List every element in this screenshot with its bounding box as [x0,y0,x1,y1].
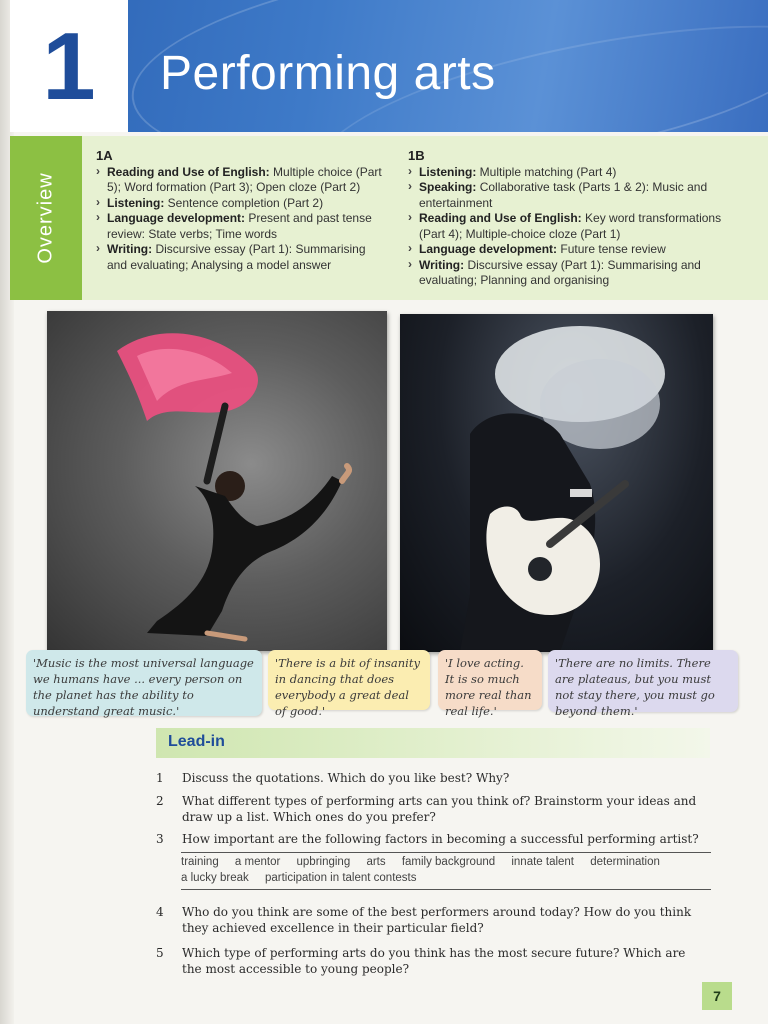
dancer-photo [47,311,387,651]
factor-item: a lucky break [181,872,249,884]
leadin-heading-bar [156,728,710,758]
unit-title: Performing arts [160,47,496,100]
overview-item-key: Listening: [419,164,477,179]
overview-item-text: Sentence completion (Part 2) [164,195,324,210]
overview-item-key: Reading and Use of English: [419,211,582,225]
overview-item [96,211,386,242]
question-number: 4 [156,905,164,919]
quote-card: 'There is a bit of insanity in dancing that does everybody a great deal of good.' [268,650,430,710]
leadin-title: Lead-in [168,733,225,750]
overview-item [408,165,728,181]
overview-item-key: Listening: [107,195,165,210]
overview-item-text: Multiple choice (Part 5); Word formation (Part 3); Open cloze (Part 2) [107,164,382,194]
overview-item [408,242,728,258]
overview-item-text: Collaborative task (Parts 1 & 2): Music and entertainment [419,180,708,210]
factor-item: participation in talent contests [264,872,417,884]
overview-item-key: Speaking: [419,180,477,194]
overview-panel [10,136,768,300]
question-number: 1 [156,771,164,785]
overview-column-1b [408,148,728,289]
factor-item: innate talent [511,856,575,868]
dancer-illustration [47,311,387,651]
factor-item: arts [366,856,386,868]
overview-item-key: Language development: [107,211,246,225]
overview-item-key: Language development: [419,242,558,256]
overview-item [96,165,386,196]
overview-column-1a [96,148,386,273]
overview-item [408,211,728,242]
factors-list [181,852,711,890]
unit-number: 1 [42,13,96,120]
factor-item: training [181,856,219,868]
question-text: How important are the following factors in becoming a successful performing artist? [182,832,699,846]
overview-item-text: Present and past tense review: State verbs; Time words [107,211,372,241]
overview-heading: 1A [96,148,113,163]
overview-item-text: Discursive essay (Part 1): Summarising and evaluating; Planning and organising [419,257,701,287]
overview-tab-label: Overview [34,172,57,264]
overview-item-key: Reading and Use of English: [107,164,270,179]
question-number: 5 [156,946,164,960]
unit-number-box [10,0,128,132]
factor-item: family background [401,856,496,868]
quote-card: 'Music is the most universal language we humans have ... every person on the planet has the ability to understand great music.' [26,650,262,716]
factor-item: determination [590,856,660,868]
overview-item [408,258,728,289]
overview-item-key: Writing: [419,257,465,272]
question-number: 2 [156,794,164,808]
overview-item-text: Key word transformations (Part 4); Multiple-choice cloze (Part 1) [419,211,722,241]
factor-item: upbringing [296,856,351,868]
overview-item-text: Future tense review [557,242,666,256]
page-number: 7 [702,982,732,1010]
question-text: Which type of performing arts do you think has the most secure future? Which are the most accessible to young people? [182,946,686,976]
guitarist-photo [400,314,713,652]
guitarist-illustration [400,314,713,652]
factor-item: a mentor [234,856,281,868]
overview-item-text: Multiple matching (Part 4) [476,164,617,179]
quote-card: 'I love acting. It is so much more real than real life.' [438,650,542,710]
overview-item [408,180,728,211]
overview-item [96,242,386,273]
overview-heading: 1B [408,148,425,163]
overview-item-text: Discursive essay (Part 1): Summarising and evaluating; Analysing a model answer [107,242,366,272]
overview-item [96,196,386,212]
question-text: Discuss the quotations. Which do you like best? Why? [182,771,510,785]
overview-tab [10,136,82,300]
question-number: 3 [156,832,164,846]
quote-card: 'There are no limits. There are plateaus, but you must not stay there, you must go beyond them.' [548,650,738,712]
question-text: Who do you think are some of the best performers around today? How do you think they achieved excellence in their particular field? [182,905,692,935]
question-text: What different types of performing arts can you think of? Brainstorm your ideas and draw up a list. Which ones do you prefer? [182,794,697,824]
overview-item-key: Writing: [107,242,153,256]
